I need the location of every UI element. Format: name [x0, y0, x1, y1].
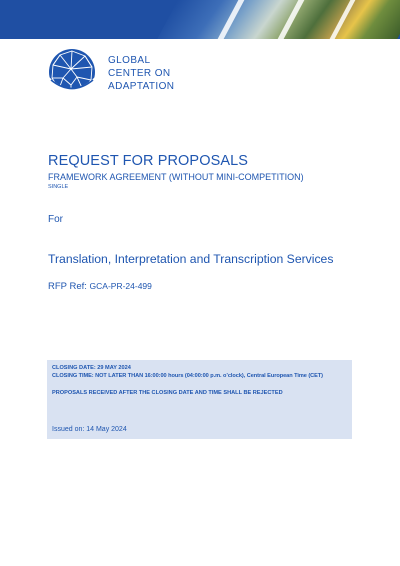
rfp-ref-label: RFP Ref:: [48, 281, 87, 292]
service-title: Translation, Interpretation and Transcription Services: [48, 252, 334, 266]
organization-name: [108, 54, 174, 93]
header-banner: [0, 0, 400, 39]
org-name-line: CENTER ON: [108, 68, 171, 79]
document-type: SINGLE: [48, 184, 69, 190]
org-name-line: ADAPTATION: [108, 81, 175, 92]
rfp-ref-code: GCA-PR-24-499: [89, 281, 152, 291]
late-proposal-warning: PROPOSALS RECEIVED AFTER THE CLOSING DATE AND TIME SHALL BE REJECTED: [52, 390, 283, 396]
rfp-reference: [48, 281, 152, 292]
closing-notice-box: [47, 360, 352, 439]
closing-time: CLOSING TIME: NOT LATER THAN 16:00:00 hours (04:00:00 p.m. o’clock), Central European Time (CET): [52, 373, 323, 379]
banner-photo-strip: [157, 0, 400, 39]
for-label: For: [48, 214, 63, 225]
org-name-line: GLOBAL: [108, 55, 151, 66]
document-title: REQUEST FOR PROPOSALS: [48, 153, 249, 169]
document-subtitle: FRAMEWORK AGREEMENT (WITHOUT MINI-COMPETITION): [48, 172, 304, 182]
issued-date: Issued on: 14 May 2024: [52, 426, 127, 433]
geodesic-globe-icon: [47, 47, 97, 97]
closing-date: CLOSING DATE: 29 MAY 2024: [52, 365, 131, 371]
